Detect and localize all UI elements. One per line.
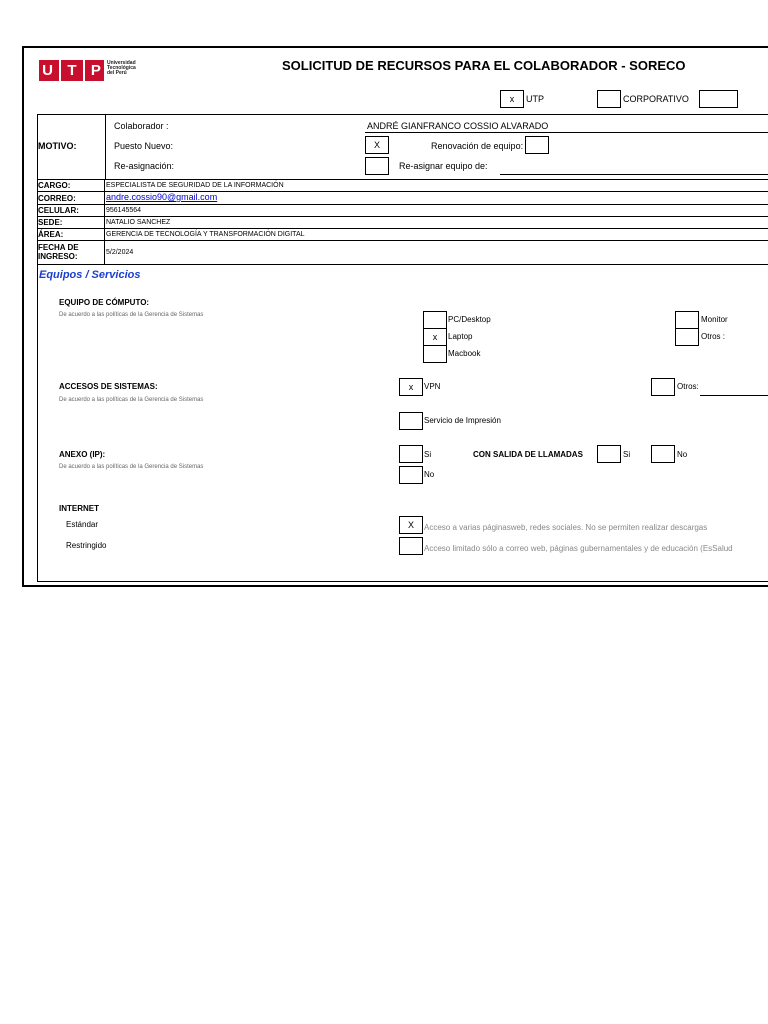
utp-logo (39, 60, 104, 81)
restringido-desc: Acceso limitado sólo a correo web, páginas gubernamentales y de educación (EsSalud (424, 544, 733, 553)
anexo-label: ANEXO (IP): (59, 450, 106, 459)
logo-letter-t: T (67, 62, 77, 79)
otros-acceso-checkbox[interactable] (651, 378, 675, 396)
anexo-no-label: No (424, 470, 435, 479)
impresion-label: Servicio de Impresión (424, 416, 501, 425)
correo-link[interactable]: andre.cossio90@gmail.com (106, 192, 218, 202)
logo-letter-p: P (90, 62, 101, 79)
estandar-checkbox[interactable]: X (399, 516, 423, 534)
monitor-label: Monitor (701, 315, 728, 324)
puesto-nuevo-checkbox[interactable]: X (365, 136, 389, 154)
pc-label: PC/Desktop (448, 315, 491, 324)
reasignar-label: Re-asignar equipo de: (399, 161, 488, 171)
celular-label: CELULAR: (38, 206, 79, 215)
restringido-checkbox[interactable] (399, 537, 423, 555)
colaborador-value: ANDRÉ GIANFRANCO COSSIO ALVARADO (367, 121, 549, 131)
reasignacion-label: Re-asignación: (114, 161, 175, 171)
sede-value: NATALIO SANCHEZ (106, 219, 171, 226)
reasignar-field[interactable] (500, 174, 768, 175)
laptop-label: Laptop (448, 332, 473, 341)
laptop-checkbox[interactable]: x (423, 328, 447, 346)
corporativo-checkbox[interactable] (597, 90, 621, 108)
utp-checkbox[interactable]: x (500, 90, 524, 108)
fecha-label-2: INGRESO: (38, 252, 78, 261)
anexo-no-checkbox[interactable] (399, 466, 423, 484)
computo-label: EQUIPO DE CÓMPUTO: (59, 298, 150, 307)
monitor-checkbox[interactable] (675, 311, 699, 329)
anexo-note: De acuerdo a las políticas de la Gerencia de Sistemas (59, 464, 204, 470)
third-checkbox[interactable] (699, 90, 738, 108)
restringido-label: Restringido (66, 541, 107, 550)
cargo-label: CARGO: (38, 181, 71, 190)
logo-tagline: Universidad Tecnológica del Perú (107, 60, 136, 76)
anexo-si-label: Si (424, 450, 432, 459)
corporativo-label: CORPORATIVO (623, 94, 689, 104)
internet-label: INTERNET (59, 504, 99, 513)
computo-note: De acuerdo a las políticas de la Gerencia de Sistemas (59, 312, 204, 318)
vpn-label: VPN (424, 382, 441, 391)
area-label: ÁREA: (38, 230, 64, 239)
sede-label: SEDE: (38, 218, 63, 227)
otros-acceso-field[interactable] (700, 395, 768, 396)
estandar-label: Estándar (66, 520, 99, 529)
vpn-checkbox[interactable]: x (399, 378, 423, 396)
anexo-si-checkbox[interactable] (399, 445, 423, 463)
page-title: SOLICITUD DE RECURSOS PARA EL COLABORADOR - SORECO (282, 58, 686, 73)
otros-equipo-label: Otros : (701, 332, 726, 341)
llamadas-label: CON SALIDA DE LLAMADAS (473, 450, 583, 459)
motivo-label: MOTIVO: (38, 141, 77, 151)
pc-checkbox[interactable] (423, 311, 447, 329)
accesos-label: ACCESOS DE SISTEMAS: (59, 382, 158, 391)
otros-acceso-label: Otros: (677, 382, 699, 391)
llamadas-si-checkbox[interactable] (597, 445, 621, 463)
utp-label: UTP (526, 94, 544, 104)
correo-label: CORREO: (38, 194, 76, 203)
fecha-value: 5/2/2024 (106, 249, 134, 256)
renovacion-label: Renovación de equipo: (431, 141, 524, 151)
logo-letter-u: U (42, 62, 53, 79)
section-title: Equipos / Servicios (39, 269, 141, 281)
estandar-desc: Acceso a varias páginasweb, redes sociales. No se permiten realizar descargas (424, 523, 708, 532)
macbook-label: Macbook (448, 349, 481, 358)
llamadas-si-label: Si (623, 450, 631, 459)
renovacion-checkbox[interactable] (525, 136, 549, 154)
cargo-value: ESPECIALISTA DE SEGURIDAD DE LA INFORMACIÓN (106, 182, 284, 189)
area-value: GERENCIA DE TECNOLOGÍA Y TRANSFORMACIÓN DIGITAL (106, 231, 305, 238)
puesto-nuevo-label: Puesto Nuevo: (114, 141, 174, 151)
colaborador-label: Colaborador : (114, 121, 169, 131)
accesos-note: De acuerdo a las políticas de la Gerencia de Sistemas (59, 397, 204, 403)
fecha-label-1: FECHA DE (38, 243, 79, 252)
otros-equipo-checkbox[interactable] (675, 328, 699, 346)
llamadas-no-label: No (677, 450, 688, 459)
impresion-checkbox[interactable] (399, 412, 423, 430)
celular-value: 956145564 (106, 207, 142, 214)
reasignacion-checkbox[interactable] (365, 157, 389, 175)
macbook-checkbox[interactable] (423, 345, 447, 363)
llamadas-no-checkbox[interactable] (651, 445, 675, 463)
